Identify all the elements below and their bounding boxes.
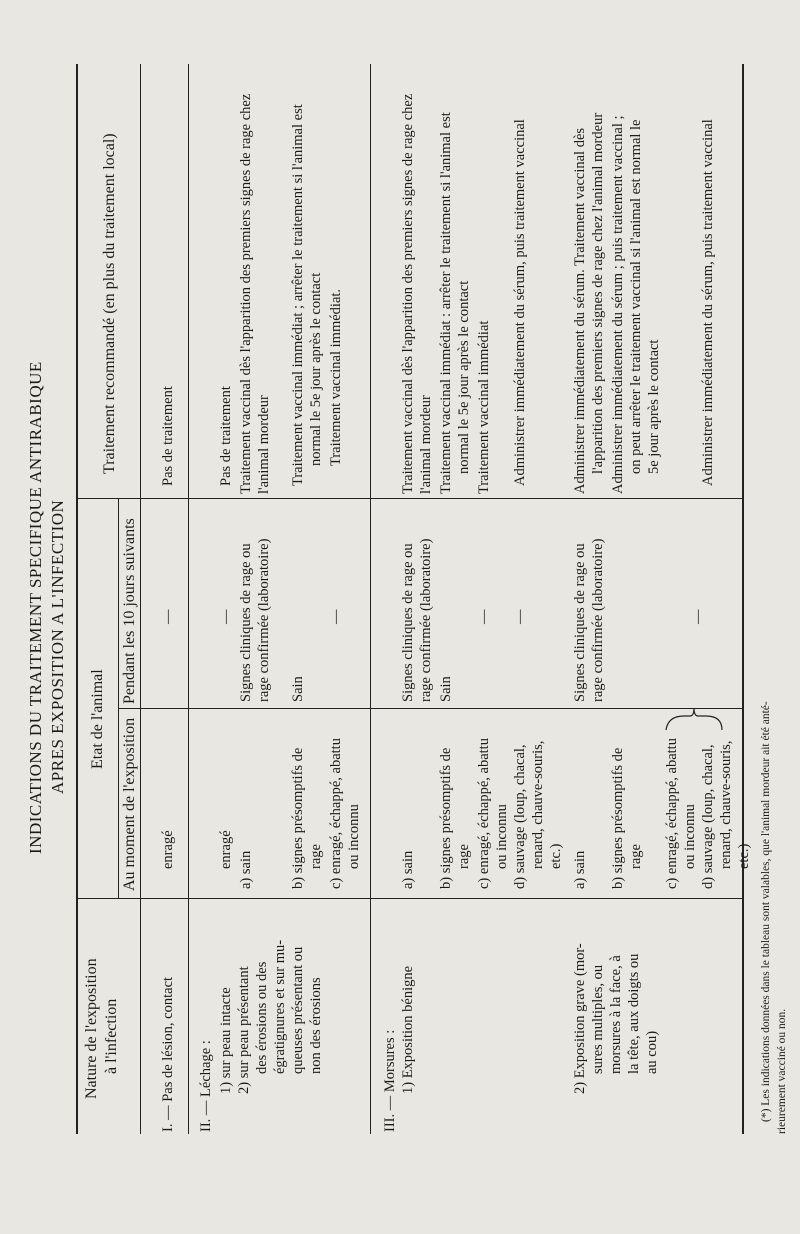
row-III-grave-moment-2-l1: b) signes présomptifs de xyxy=(610,747,626,889)
row-II-nature-2: 1) sur peau intacte xyxy=(218,987,234,1094)
row-III-grave-suivants-1-l2: rage confirmée (laboratoire) xyxy=(590,538,606,702)
row-III-grave-moment-4-l3: etc.) xyxy=(736,843,752,869)
row-I-border xyxy=(188,64,189,1134)
row-III-traitement-2-l2: normal le 5e jour après le contact xyxy=(456,280,472,474)
header-bottom-border xyxy=(140,64,141,1134)
row-III-traitement-4: Administrer immédiatement du sérum, puis traitement vaccinal xyxy=(512,119,528,486)
footnote-line-1: (*) Les indications données dans le tableau sont valables, que l'animal mordeur ait été anté- xyxy=(760,701,772,1122)
header-etat: Etat de l'animal xyxy=(89,669,106,769)
row-II-traitement-3-l2: normal le 5e jour après le contact xyxy=(308,272,324,466)
row-II-moment-4-l2: ou inconnu xyxy=(346,804,362,869)
row-I-nature: I. — Pas de lésion, contact xyxy=(160,976,176,1132)
row-III-traitement-1-l1: Traitement vaccinal dès l'apparition des premiers signes de rage chez xyxy=(400,93,416,494)
row-III-suivants-3: — xyxy=(476,609,492,624)
row-II-nature-3: 2) sur peau présentant xyxy=(236,966,252,1094)
row-III-grave-traitement-4: Administrer immédiatement du sérum, puis traitement vaccinal xyxy=(700,119,716,486)
row-III-grave-moment-1: a) sain xyxy=(572,850,588,889)
title-line-2: APRES EXPOSITION A L'INFECTION xyxy=(48,499,67,794)
row-II-nature-6: queuses présentant ou xyxy=(290,946,306,1074)
row-II-moment-1: enragé xyxy=(218,830,234,869)
row-III-grave-traitement-2-l1: Administrer immédiatement du sérum ; puis traitement vaccinal ; xyxy=(610,115,626,494)
row-III-grave-nature-4: la tête, aux doigts ou xyxy=(626,953,642,1074)
row-II-nature-5: égratignures et sur mu- xyxy=(272,939,288,1074)
row-III-grave-moment-2-l2: rage xyxy=(628,844,644,869)
row-III-grave-nature-5: au cou) xyxy=(644,1030,660,1074)
brace-mark xyxy=(664,704,724,734)
row-III-grave-nature-1: 2) Exposition grave (mor- xyxy=(572,943,588,1094)
row-III-grave-traitement-2-l2: on peut arrêter le traitement vaccinal si l'animal est normal le xyxy=(628,119,644,474)
row-III-traitement-2-l1: Traitement vaccinal immédiat : arrêter le traitement si l'animal est xyxy=(438,112,454,494)
row-III-moment-3-l2: ou inconnu xyxy=(494,804,510,869)
header-nature-line-2: à l'infection xyxy=(103,998,120,1074)
row-II-moment-4-l1: c) enragé, échappé, abattu xyxy=(328,738,344,889)
row-I-suivants: — xyxy=(160,609,176,624)
row-III-traitement-1-l2: l'animal mordeur xyxy=(418,395,434,494)
column-divider-3 xyxy=(78,498,742,499)
row-III-grave-nature-2: sures multiples, ou xyxy=(590,964,606,1074)
row-II-suivants-2-l1: Signes cliniques de rage ou xyxy=(238,543,254,702)
row-III-grave-moment-3-l2: ou inconnu xyxy=(682,804,698,869)
row-III-moment-2-l1: b) signes présomptifs de xyxy=(438,747,454,889)
row-II-traitement-2-l2: l'animal mordeur xyxy=(256,395,272,494)
header-traitement: Traitement recommandé (en plus du traitement local) xyxy=(101,133,118,474)
row-I-traitement: Pas de traitement xyxy=(160,386,176,486)
etat-divider xyxy=(118,499,119,899)
row-III-grave-nature-3: morsures à la face, à xyxy=(608,955,624,1074)
row-II-suivants-1: — xyxy=(218,609,234,624)
row-III-grave-traitement-2-l3: 5e jour après le contact xyxy=(646,339,662,474)
column-divider-1 xyxy=(78,898,742,899)
row-II-traitement-4: Traitement vaccinal immédiat. xyxy=(328,288,344,466)
row-II-suivants-4: — xyxy=(328,609,344,624)
table-bottom-border xyxy=(742,64,744,1134)
row-III-grave-suivants-1-l1: Signes cliniques de rage ou xyxy=(572,543,588,702)
row-III-grave-moment-4-l2: renard, chauve-souris, xyxy=(718,740,734,869)
row-II-suivants-2-l2: rage confirmée (laboratoire) xyxy=(256,538,272,702)
row-III-nature-1: III. — Morsures : xyxy=(382,1029,398,1132)
row-III-moment-2-l2: rage xyxy=(456,844,472,869)
row-II-traitement-1: Pas de traitement xyxy=(218,386,234,486)
row-II-traitement-2-l1: Traitement vaccinal dès l'apparition des premiers signes de rage chez xyxy=(238,93,254,494)
row-III-moment-1: a) sain xyxy=(400,850,416,889)
row-II-nature-7: non des érosions xyxy=(308,977,324,1074)
row-II-border xyxy=(370,64,371,1134)
row-III-grave-moment-4-l1: d) sauvage (loup, chacal, xyxy=(700,744,716,889)
row-III-grave-suivants-3: — xyxy=(690,609,706,624)
header-pendant: Pendant les 10 jours suivants xyxy=(121,518,138,704)
row-III-suivants-4: — xyxy=(512,609,528,624)
row-II-nature-4: des érosions ou des xyxy=(254,961,270,1074)
row-III-grave-traitement-1-l1: Administrer immédiatement du sérum. Traitement vaccinal dès xyxy=(572,127,588,494)
row-II-suivants-3: Sain xyxy=(290,676,306,702)
row-II-nature-1: II. — Léchage : xyxy=(198,1040,214,1132)
row-III-grave-traitement-1-l2: l'apparition des premiers signes de rage chez l'animal mordeur xyxy=(590,112,606,474)
column-divider-2 xyxy=(118,708,742,709)
row-III-nature-2: 1) Exposition bénigne xyxy=(400,965,416,1094)
row-III-traitement-3: Traitement vaccinal immédiat xyxy=(476,320,492,494)
row-II-moment-3-l2: rage xyxy=(308,844,324,869)
row-II-moment-3-l1: b) signes présomptifs de xyxy=(290,747,306,889)
row-III-moment-3-l1: c) enragé, échappé, abattu xyxy=(476,738,492,889)
row-II-traitement-3-l1: Traitement vaccinal immédiat ; arrêter le traitement si l'animal est xyxy=(290,104,306,486)
row-III-moment-4-l3: etc.) xyxy=(548,843,564,869)
row-III-suivants-2: Sain xyxy=(438,676,454,702)
title-line-1: INDICATIONS DU TRAITEMENT SPECIFIQUE ANTIRABIQUE xyxy=(26,361,45,854)
header-nature-line-1: Nature de l'exposition xyxy=(83,958,100,1099)
row-III-suivants-1-l2: rage confirmée (laboratoire) xyxy=(418,538,434,702)
row-III-moment-4-l1: d) sauvage (loup, chacal, xyxy=(512,744,528,889)
header-au-moment: Au moment de l'exposition xyxy=(121,717,138,891)
row-I-moment: enragé xyxy=(160,830,176,869)
row-III-grave-moment-3-l1: c) enragé, échappé, abattu xyxy=(664,738,680,889)
table-top-border xyxy=(76,64,78,1134)
row-III-suivants-1-l1: Signes cliniques de rage ou xyxy=(400,543,416,702)
row-III-moment-4-l2: renard, chauve-souris, xyxy=(530,740,546,869)
row-II-moment-2: a) sain xyxy=(238,850,254,889)
footnote-line-2: rieurement vacciné ou non. xyxy=(776,1008,788,1134)
